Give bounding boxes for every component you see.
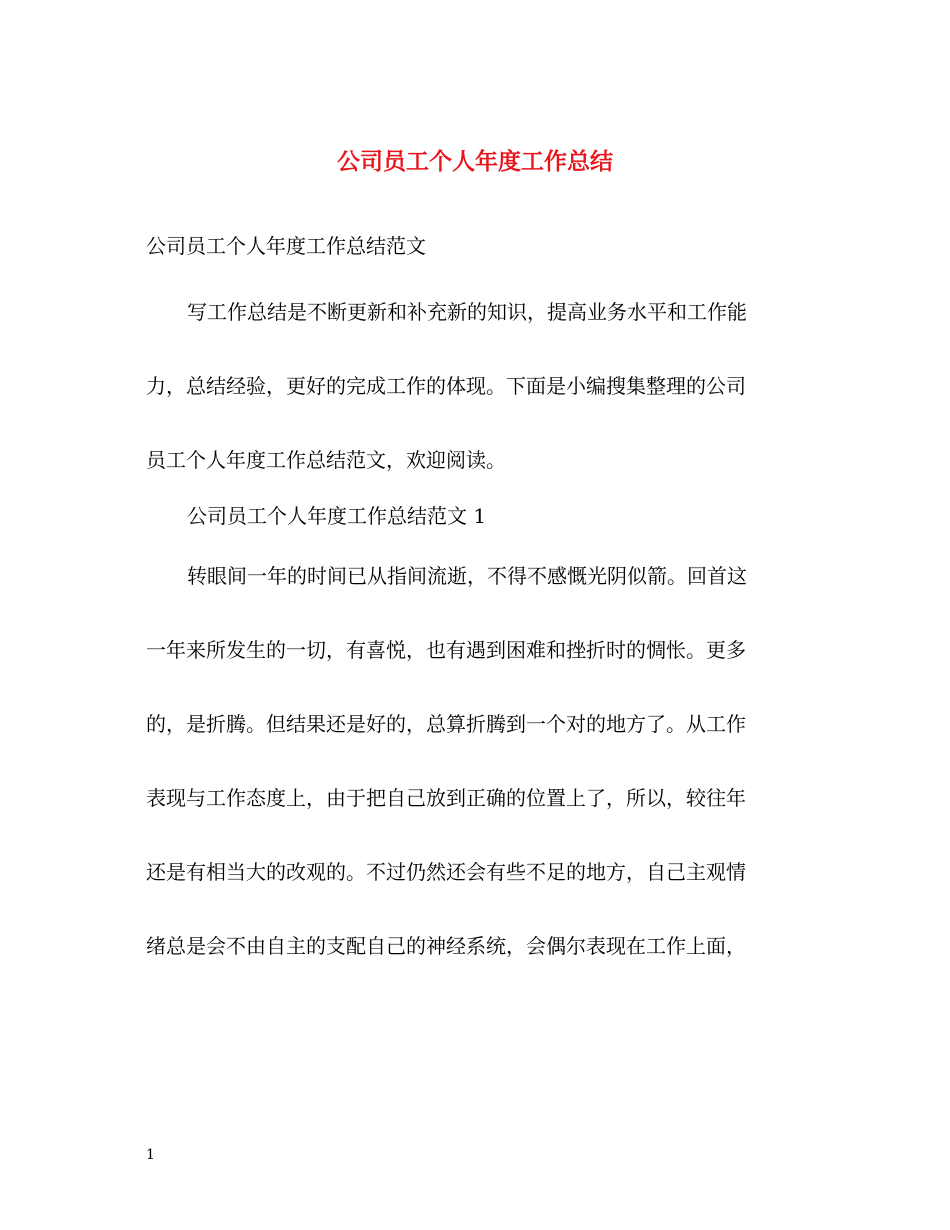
document-subtitle: 公司员工个人年度工作总结范文	[146, 234, 426, 258]
page-number: 1	[146, 1147, 155, 1163]
body-line: 转眼间一年的时间已从指间流逝，不得不感慨光阴似箭。回首这	[187, 564, 747, 588]
section-heading-block	[146, 498, 806, 534]
body-paragraph	[146, 558, 806, 964]
intro-paragraph	[146, 294, 806, 478]
intro-line: 员工个人年度工作总结范文，欢迎阅读。	[146, 448, 506, 472]
document-title: 公司员工个人年度工作总结	[337, 148, 613, 175]
section-heading: 公司员工个人年度工作总结范文 1	[187, 504, 487, 528]
body-line: 一年来所发生的一切，有喜悦，也有遇到困难和挫折时的惆怅。更多	[146, 638, 746, 662]
intro-line: 力，总结经验，更好的完成工作的体现。下面是小编搜集整理的公司	[146, 374, 746, 398]
body-line: 还是有相当大的改观的。不过仍然还会有些不足的地方，自己主观情	[146, 860, 746, 884]
body-line: 绪总是会不由自主的支配自己的神经系统，会偶尔表现在工作上面，	[146, 934, 746, 958]
body-line: 的，是折腾。但结果还是好的，总算折腾到一个对的地方了。从工作	[146, 712, 746, 736]
body-line: 表现与工作态度上，由于把自己放到正确的位置上了，所以，较往年	[146, 786, 746, 810]
intro-line: 写工作总结是不断更新和补充新的知识，提高业务水平和工作能	[187, 300, 747, 324]
